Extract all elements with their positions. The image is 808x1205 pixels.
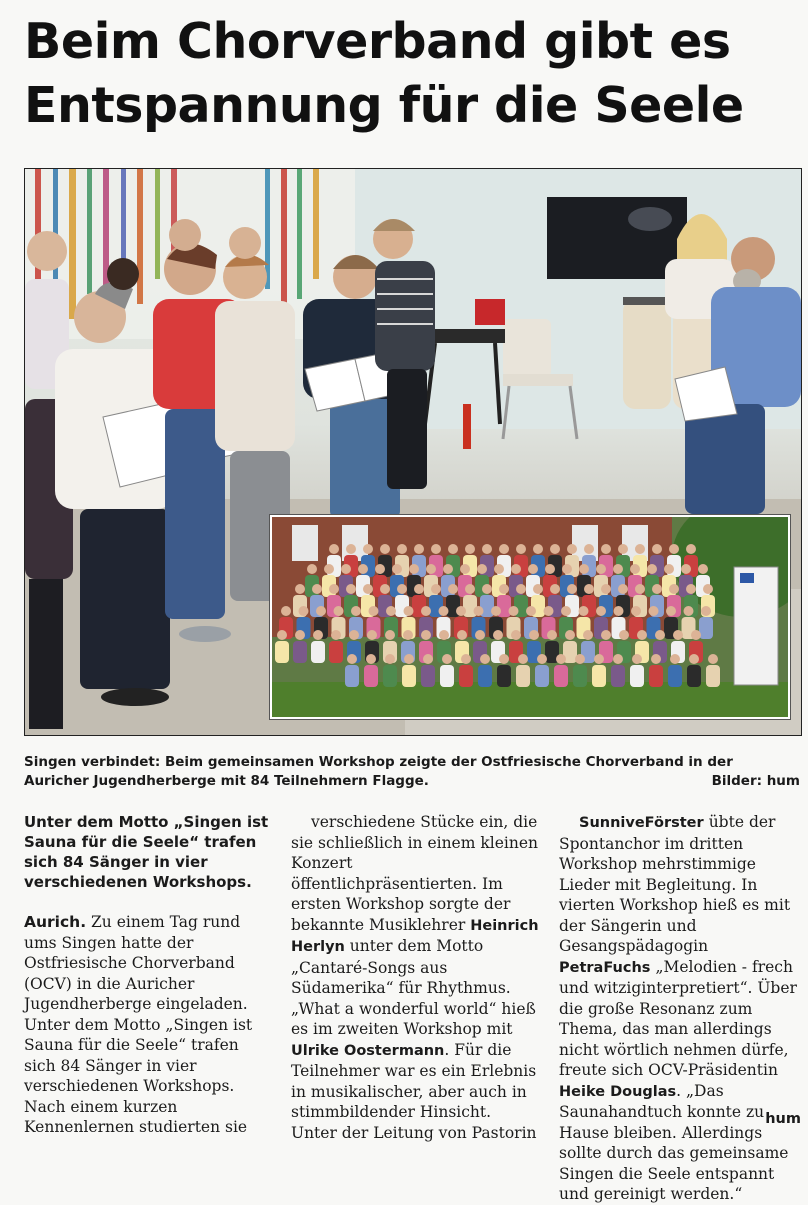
group-member [699, 617, 713, 639]
group-member-head [526, 606, 536, 616]
group-member-head [584, 584, 594, 594]
group-member-head [596, 564, 606, 574]
group-member [275, 641, 289, 663]
group-member [364, 665, 378, 687]
article-lead: Unter dem Motto „Singen ist Sauna für die Seele“ trafen sich 84 Sänger in vier verschiedenen Workshops. [24, 813, 269, 891]
group-member-head [529, 630, 539, 640]
group-member-head [347, 654, 357, 664]
group-member-head [630, 564, 640, 574]
group-member [573, 665, 587, 687]
group-member-head [426, 564, 436, 574]
photo-credit: Bilder: hum [711, 773, 800, 789]
group-member-head [403, 630, 413, 640]
group-member [706, 665, 720, 687]
group-member-head [684, 606, 694, 616]
group-member [402, 665, 416, 687]
author-byline: hum [765, 1110, 801, 1127]
group-member-head [442, 654, 452, 664]
group-member-head [579, 564, 589, 574]
group-member-head [528, 564, 538, 574]
continued-text: - frech und witziginterpretiert“. [559, 957, 793, 997]
group-member-head [708, 654, 718, 664]
group-member-head [334, 606, 344, 616]
group-member-head [703, 584, 713, 594]
group-member-head [307, 564, 317, 574]
group-member-head [596, 606, 606, 616]
group-member-head [329, 544, 339, 554]
group-member-head [414, 584, 424, 594]
article-column-1 [24, 812, 274, 1138]
group-member-head [618, 544, 628, 554]
paragraph-2-text-d: übte [708, 813, 745, 831]
group-member-head [632, 654, 642, 664]
continued-text: verschiedene Stücke ein, die sie schließlich in einem kleinen Konzert öffentlichpräsentierten. [291, 813, 538, 893]
group-member-head [439, 630, 449, 640]
paragraph-2-text-b: unter dem Motto „Cantaré-Songs aus Südamerika“ für Rhythmus. „What a wonderful world“ hieß es im zweiten Workshop mit [291, 937, 536, 1038]
group-member-head [439, 606, 449, 616]
group-member-head [346, 544, 356, 554]
group-member-head [691, 630, 701, 640]
group-member-head [349, 630, 359, 640]
group-member-head [594, 654, 604, 664]
group-member [535, 665, 549, 687]
group-member-head [601, 584, 611, 594]
group-member-head [550, 584, 560, 594]
group-member-head [666, 606, 676, 616]
group-member-head [457, 630, 467, 640]
group-member-head [324, 564, 334, 574]
paragraph-2-text-a: Im ersten Workshop sorgte der bekannte Musiklehrer [291, 874, 511, 934]
group-member-head [277, 630, 287, 640]
group-member-head [565, 630, 575, 640]
group-member-head [567, 544, 577, 554]
group-member-head [635, 584, 645, 594]
group-member-head [460, 564, 470, 574]
group-member [329, 641, 343, 663]
paragraph-2-text-c: . Für die Teilnehmer war es ein Erlebnis in musikalischer, aber auch in stimmbildender Hinsicht. Unter der Leitung von Pastorin [291, 1040, 537, 1142]
group-member [668, 665, 682, 687]
group-member-head [329, 584, 339, 594]
group-member-head [669, 584, 679, 594]
group-member-head [375, 564, 385, 574]
group-member-head [689, 654, 699, 664]
group-member-head [369, 606, 379, 616]
group-member-head [482, 584, 492, 594]
group-member-head [475, 630, 485, 640]
group-member-head [652, 544, 662, 554]
group-member [421, 665, 435, 687]
group-member-head [547, 630, 557, 640]
group-member-head [351, 606, 361, 616]
group-member-head [363, 544, 373, 554]
group-member-head [556, 654, 566, 664]
group-member-head [550, 544, 560, 554]
group-member-head [545, 564, 555, 574]
group-member-head [341, 564, 351, 574]
group-member-head [480, 654, 490, 664]
article-paragraph-2 [291, 812, 541, 1143]
group-member-head [363, 584, 373, 594]
person-name: Petra [559, 959, 604, 976]
continued-text: der Spontanchor im dritten Workshop mehrstimmige Lieder mit Begleitung. In vierten Workshop hieß es mit der Sängerin und Gesangspädagogin [559, 813, 791, 955]
group-member-head [414, 544, 424, 554]
group-member-head [404, 654, 414, 664]
group-member-head [516, 584, 526, 594]
group-member-head [499, 544, 509, 554]
group-member-head [491, 606, 501, 616]
article-column-3 [559, 812, 804, 1203]
group-member-head [619, 630, 629, 640]
group-member-head [631, 606, 641, 616]
group-member-head [686, 544, 696, 554]
group-member [611, 665, 625, 687]
group-member-head [664, 564, 674, 574]
group-member-head [537, 654, 547, 664]
group-member-head [456, 606, 466, 616]
group-member-head [567, 584, 577, 594]
group-member-head [613, 564, 623, 574]
group-member-head [380, 544, 390, 554]
group-member-head [686, 584, 696, 594]
paragraph-1-text: Zu einem Tag rund ums Singen hatte der Ostfriesische Chorverband (OCV) in die Auricher Jugendherberge eingeladen. Unter dem Motto „Singen ist Sauna für die Seele“ trafen sich 84 Sänger in vier verschiedenen Workshops. Nach einem kurzen Kennenlernen studierten sie [24, 913, 253, 1136]
article-column-2 [291, 812, 541, 1143]
paragraph-3-text-b: . „Das Saunahandtuch konnte zu Hause bleiben. Allerdings sollte durch das gemeinsame Singen die Seele entspannt und gereinigt werden.“ [559, 1081, 789, 1203]
person-name: Ulrike Oostermann [291, 1042, 445, 1059]
group-member-head [431, 584, 441, 594]
group-member-head [281, 606, 291, 616]
group-member [630, 665, 644, 687]
group-member-head [669, 544, 679, 554]
group-member-head [518, 654, 528, 664]
group-member-head [474, 606, 484, 616]
group-member-head [386, 606, 396, 616]
article-paragraph-3 [559, 812, 804, 1205]
person-name: Heike Douglas [559, 1083, 677, 1100]
group-photo-inset [270, 515, 790, 719]
group-photo [272, 517, 788, 717]
group-member-head [544, 606, 554, 616]
group-member-head [465, 544, 475, 554]
group-member-head [584, 544, 594, 554]
article-paragraph-1 [24, 912, 274, 1138]
group-member-head [385, 630, 395, 640]
group-member-head [652, 584, 662, 594]
group-member-head [448, 584, 458, 594]
group-member [383, 665, 397, 687]
group-member-head [614, 606, 624, 616]
group-member-head [681, 564, 691, 574]
group-member-head [404, 606, 414, 616]
group-member [459, 665, 473, 687]
group-member-head [295, 584, 305, 594]
group-member-head [493, 630, 503, 640]
group-member-head [448, 544, 458, 554]
group-member-head [366, 654, 376, 664]
group-member-head [346, 584, 356, 594]
group-member [649, 665, 663, 687]
caption-text: Singen verbindet: Beim gemeinsamen Workshop zeigte der Ostfriesische Chorverband in der Auricher Jugendherberge mit 84 Teilnehmern Flagge. [24, 754, 733, 789]
continued-text: Fuchs [603, 959, 656, 976]
group-member-head [533, 584, 543, 594]
group-member-head [511, 630, 521, 640]
group-member-head [367, 630, 377, 640]
group-member-head [618, 584, 628, 594]
group-member-head [380, 584, 390, 594]
group-member-head [421, 630, 431, 640]
group-member-head [637, 630, 647, 640]
group-member-head [482, 544, 492, 554]
group-member-head [312, 584, 322, 594]
group-member-head [295, 630, 305, 640]
group-member-head [499, 654, 509, 664]
group-member-head [499, 584, 509, 594]
group-member [592, 665, 606, 687]
dateline: Aurich. [24, 913, 87, 931]
group-member-head [673, 630, 683, 640]
group-member [554, 665, 568, 687]
group-member [311, 641, 325, 663]
continued-text: Förster [644, 815, 709, 831]
group-member-head [698, 564, 708, 574]
person-name: Sunnive [579, 815, 645, 831]
group-member-head [465, 584, 475, 594]
group-member-head [397, 584, 407, 594]
group-member [293, 641, 307, 663]
group-member-head [299, 606, 309, 616]
group-member-head [649, 606, 659, 616]
group-member-head [651, 654, 661, 664]
group-member-head [423, 654, 433, 664]
group-member-head [509, 606, 519, 616]
group-member-head [647, 564, 657, 574]
group-member-head [385, 654, 395, 664]
group-member-head [477, 564, 487, 574]
group-member [440, 665, 454, 687]
headline: Beim Chorverband gibt es Entspannung für die Seele [24, 13, 744, 134]
group-member [478, 665, 492, 687]
group-member-head [583, 630, 593, 640]
paragraph-2-text-e: „Melodien [655, 957, 737, 976]
group-member-head [561, 606, 571, 616]
group-member-head [421, 606, 431, 616]
group-member-head [701, 606, 711, 616]
group-member-head [579, 606, 589, 616]
group-member-head [494, 564, 504, 574]
group-member-head [443, 564, 453, 574]
group-member-head [562, 564, 572, 574]
group-member [497, 665, 511, 687]
group-member-head [409, 564, 419, 574]
group-member-head [655, 630, 665, 640]
photo-caption [24, 753, 800, 791]
group-member-head [461, 654, 471, 664]
group-member-head [613, 654, 623, 664]
group-member-head [575, 654, 585, 664]
group-member-head [511, 564, 521, 574]
group-member [345, 665, 359, 687]
group-member-head [397, 544, 407, 554]
paragraph-3-text-a: Über die große Resonanz zum Thema, das man allerdings nicht wörtlich nehmen dürfe, freute sich OCV-Präsidentin [559, 979, 797, 1079]
group-member-head [601, 544, 611, 554]
group-member-head [635, 544, 645, 554]
group-member-head [516, 544, 526, 554]
group-member-head [533, 544, 543, 554]
person-name: Heinrich Herlyn [291, 917, 539, 955]
group-member-head [358, 564, 368, 574]
group-member [516, 665, 530, 687]
group-member-head [431, 544, 441, 554]
group-member-head [316, 606, 326, 616]
group-member-head [392, 564, 402, 574]
group-member-head [313, 630, 323, 640]
group-member-head [670, 654, 680, 664]
group-member [687, 665, 701, 687]
group-member-head [331, 630, 341, 640]
group-member-head [601, 630, 611, 640]
